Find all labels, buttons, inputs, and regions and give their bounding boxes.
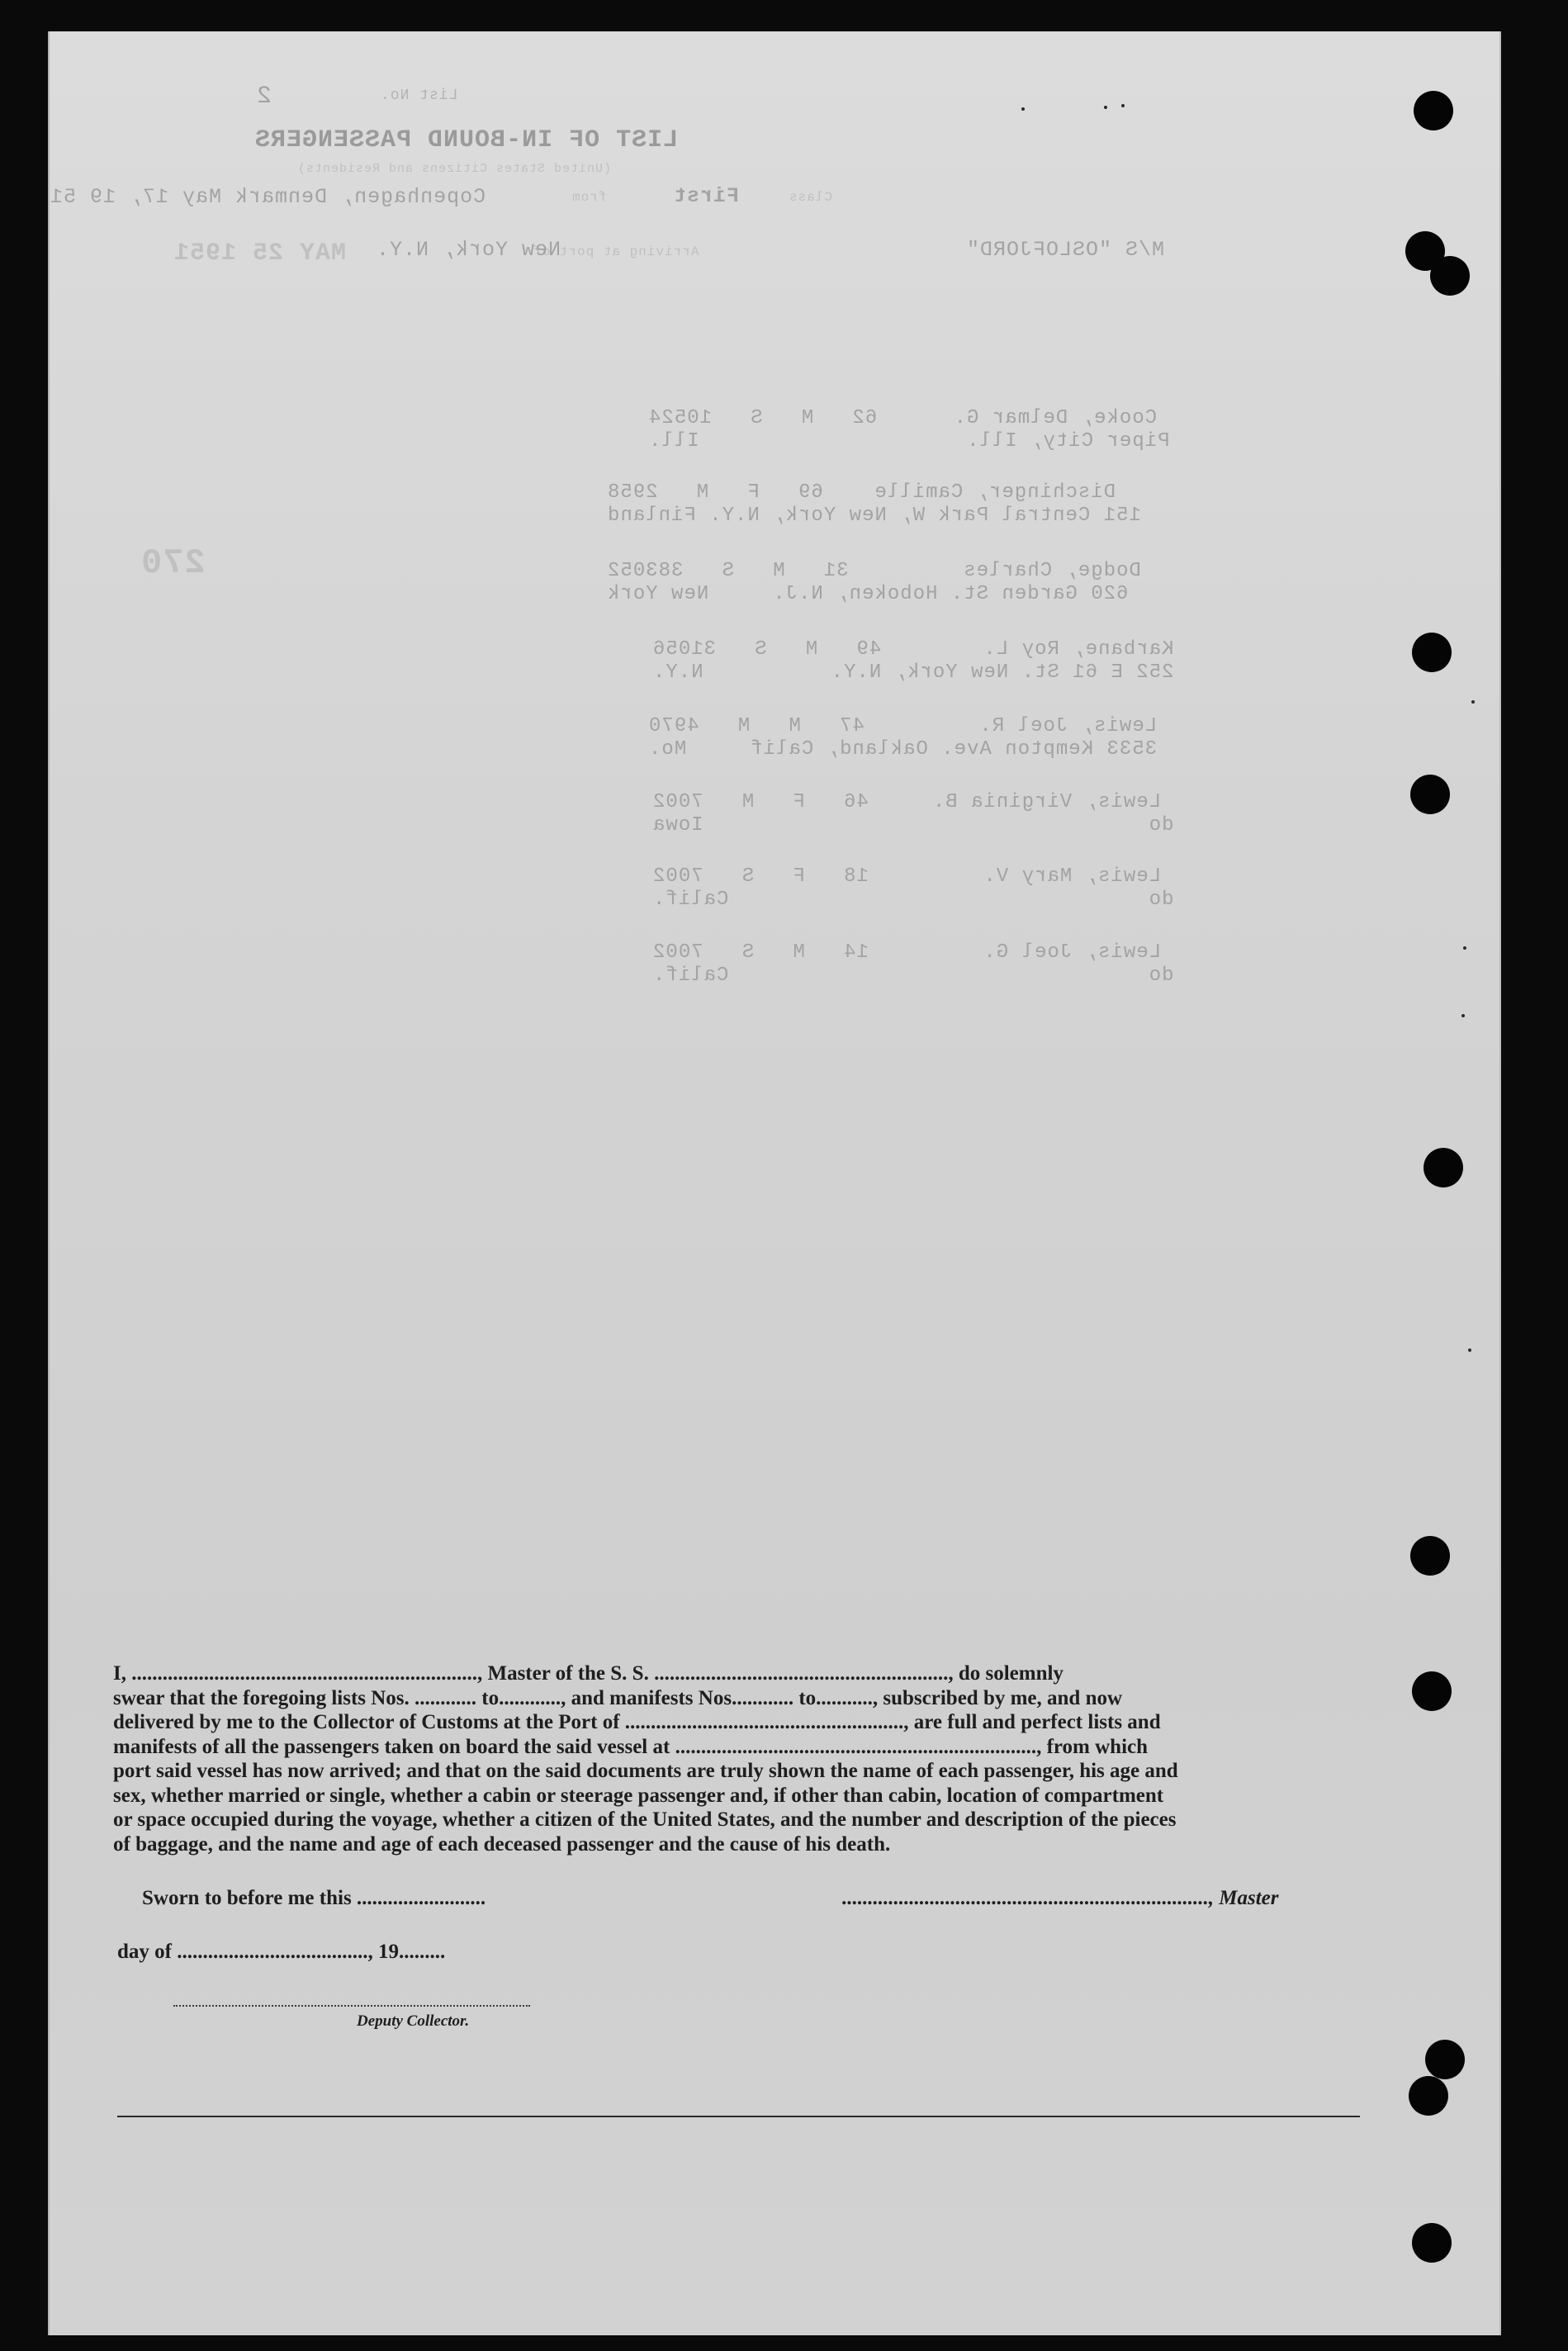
bleed-passenger-line: 252 E 61 St. New York, N.Y. N.Y.	[652, 661, 1174, 684]
bleed-passenger-line: Lewis, Joel R. 47 M M 4970	[648, 715, 1158, 737]
master-signature-line: ......................................................................., Master	[842, 1887, 1279, 1909]
ink-speck	[1468, 1349, 1471, 1352]
bleed-list-subtitle: (United States Citizens and Residents)	[297, 162, 612, 176]
bleed-passenger-line: 3533 Kempton Ave. Oakland, Calif Mo.	[648, 738, 1158, 761]
binder-hole	[1425, 2040, 1465, 2079]
bleed-class-label: Class	[789, 190, 833, 205]
ink-speck	[1471, 700, 1475, 704]
ink-speck	[1104, 106, 1107, 109]
ink-speck	[1121, 104, 1125, 107]
binder-hole	[1410, 775, 1450, 814]
sworn-before-label: Sworn to before me this .........................	[142, 1887, 486, 1909]
bleed-passenger-line: Cooke, Delmar G. 62 M S 10524	[648, 407, 1158, 429]
oath-line: of baggage, and the name and age of each deceased passenger and the cause of his death.	[113, 1832, 891, 1856]
bleed-passenger-line: Dischinger, Camille 69 F M 2958	[607, 481, 1116, 504]
binder-hole	[1409, 2076, 1448, 2116]
binder-hole	[1410, 1536, 1450, 1576]
bleed-arrival-prefix: Arriving at port of	[533, 244, 699, 259]
bleed-class-value: First	[673, 184, 740, 208]
oath-line: swear that the foregoing lists Nos. ............ to............, and manifests Nos............ to..........., subscribed by me, and now	[113, 1686, 1123, 1709]
bleed-port-prefix: from	[571, 190, 607, 205]
oath-line: port said vessel has now arrived; and that on the said documents are truly shown the name of each passenger, his age and	[113, 1760, 1178, 1782]
bleed-passenger-line: do Calif.	[652, 889, 1174, 911]
bleed-passenger-line: Lewis, Virginia B. 46 F M 7002	[652, 791, 1162, 813]
bleed-passenger-line: Lewis, Mary V. 18 F S 7002	[652, 865, 1162, 888]
master-oath-paragraph	[113, 1661, 1362, 1856]
ink-speck	[1461, 1014, 1465, 1017]
binder-hole	[1412, 1671, 1452, 1711]
oath-line: sex, whether married or single, whether a cabin or steerage passenger and, if other than cabin, location of compartment	[113, 1784, 1164, 1807]
binder-hole	[1412, 633, 1452, 672]
bleed-list-no: List No.	[380, 88, 458, 104]
manifest-page	[48, 31, 1501, 2335]
oath-line: or space occupied during the voyage, whether a citizen of the United States, and the number and description of the pieces	[113, 1808, 1177, 1831]
ink-speck	[1021, 107, 1025, 111]
bleed-passenger-line: Karbane, Roy L. 49 M S 31056	[652, 638, 1174, 661]
bleed-passenger-line: do Iowa	[652, 814, 1174, 837]
bleed-passenger-line: Lewis, Joel G. 14 M S 7002	[652, 941, 1162, 964]
bleed-page-number: 2	[256, 83, 272, 111]
deputy-signature-rule	[173, 2005, 530, 2007]
bleed-passenger-line: do Calif.	[652, 965, 1174, 987]
bottom-rule	[117, 2116, 1360, 2117]
bleed-list-title: LIST OF IN-BOUND PASSENGERS	[254, 126, 679, 154]
bleed-port-value: Copenhagen, Denmark May 17, 19 51	[50, 185, 486, 209]
bleed-passenger-line: Dodge, Charles 31 M S 383052	[607, 560, 1141, 582]
bleed-passenger-line: 620 Garden St. Hoboken, N.J. New York	[607, 583, 1129, 605]
deputy-collector-label: Deputy Collector.	[357, 2012, 470, 2030]
ink-speck	[1463, 946, 1466, 950]
bleed-date-stamp: MAY 25 1951	[173, 239, 347, 268]
day-of-label: day of ....................................., 19.........	[117, 1941, 446, 1963]
binder-hole	[1430, 256, 1470, 296]
binder-hole	[1412, 2223, 1452, 2263]
bleed-arrival-value: New York, N.Y.	[376, 238, 561, 262]
bleed-passenger-line: 151 Central Park W, New York, N.Y. Finland	[607, 505, 1141, 527]
bleed-side-number: 270	[140, 543, 206, 583]
bleed-passenger-line: Piper City, Ill. Ill.	[648, 430, 1170, 453]
binder-hole	[1414, 91, 1453, 130]
bleed-vessel: M/S "OSLOFJORD"	[966, 238, 1165, 262]
binder-hole	[1424, 1148, 1463, 1187]
oath-line: manifests of all the passengers taken on board the said vessel at ......................................................................, from which	[113, 1735, 1149, 1758]
oath-line: I, ..................................................................., Master of the S. S. ........................................................., do solemnly	[113, 1662, 1063, 1685]
oath-line: delivered by me to the Collector of Customs at the Port of ......................................................, are full and perfect lists and	[113, 1711, 1161, 1733]
